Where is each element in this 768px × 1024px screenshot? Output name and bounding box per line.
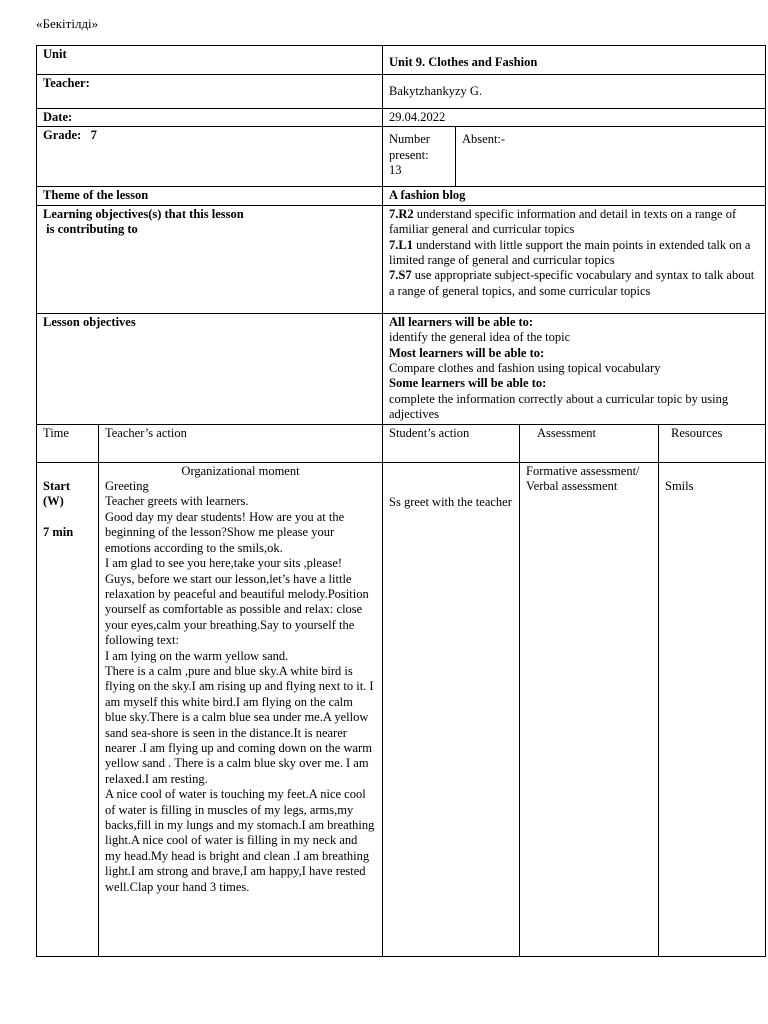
- learning-objectives-label: Learning objectives(s) that this lesson is contributing to: [37, 205, 383, 313]
- lesson-objectives-label: Lesson objectives: [37, 313, 383, 424]
- unit-value: Unit 9. Clothes and Fashion: [383, 46, 766, 75]
- moment-title: Organizational moment: [181, 463, 300, 478]
- col-resources: Resources: [659, 424, 766, 462]
- col-assessment: Assessment: [520, 424, 659, 462]
- stage-mode: (W): [43, 494, 64, 509]
- all-learners-text: identify the general idea of the topic: [389, 330, 571, 345]
- grade-label: Grade:: [43, 128, 82, 143]
- lesson-objectives-content: [383, 313, 766, 424]
- learning-objectives-list: [383, 205, 766, 313]
- resources-text: Smils: [659, 462, 766, 956]
- teacher-value: Bakytzhankyzy G.: [383, 75, 766, 109]
- number-present-label: Number present:: [389, 132, 430, 162]
- teacher-label: Teacher:: [37, 75, 383, 109]
- stage-time-cell: [37, 462, 99, 956]
- teacher-action-cell: [99, 462, 383, 956]
- number-present: [383, 127, 456, 186]
- objective-item: 7.R2 understand specific information and detail in texts on a range of familiar general and curricular topics: [389, 206, 737, 237]
- stage-duration: 7 min: [43, 525, 74, 540]
- attendance-cell: [383, 127, 766, 187]
- date-value: 29.04.2022: [383, 109, 766, 127]
- teacher-action-text: Greeting Teacher greets with learners. Good day my dear students! How are you at the beginning of the lesson?Show me please your emotions according to the smils,ok. I am glad to see you here,take your sits ,please! Guys, before we start our lesson,let’s have a little relaxation by peaceful and beautiful melody.Position yourself as comfortable as possible and relax: close your eyes,calm your breathing.Say to yourself the following text: I am lying on the warm yellow sand. There is a calm ,pure and blue sky.A white bird is flying on the sky.I am rising up and flying next to it. I am myself this white bird.I am flying on the calm blue sky.There is a calm blue sea under me.A yellow sand sea-shore is seen in the distance.It is nearer nearer .I am flying up and coming down on the warm yellow sand . There is a calm blue sky over me. I am relaxed.I am resting. A nice cool of water is touching my feet.A nice cool of water is filling in muscles of my legs, arms,my backs,fill in my lungs and my stomach.I am breathing light.A nice cool of water is filling in my neck and my head.My head is bright and clean .I am breathing light.I am strong and brave,I am happy,I have rested well.Clap your hand 3 times.: [105, 479, 375, 894]
- grade-value: 7: [90, 128, 97, 143]
- number-present-value: 13: [389, 163, 402, 178]
- lesson-plan-table: [36, 45, 766, 957]
- theme-value: A fashion blog: [383, 187, 766, 205]
- stage-name: Start: [43, 478, 71, 493]
- unit-label: Unit: [37, 46, 383, 75]
- objective-item: 7.S7 use appropriate subject-specific vocabulary and syntax to talk about a range of general topics, and some curricular topics: [389, 268, 755, 298]
- col-teacher-action: Teacher’s action: [99, 424, 383, 462]
- student-action-text: Ss greet with the teacher: [383, 462, 520, 956]
- most-learners-text: Compare clothes and fashion using topical vocabulary: [389, 361, 661, 376]
- col-time: Time: [37, 424, 99, 462]
- assessment-text: Formative assessment/ Verbal assessment: [520, 462, 659, 956]
- some-learners-heading: Some learners will be able to:: [389, 376, 547, 391]
- theme-label: Theme of the lesson: [37, 187, 383, 205]
- col-student-action: Student’s action: [383, 424, 520, 462]
- objective-item: 7.L1 understand with little support the main points in extended talk on a limited range of general and curricular topics: [389, 237, 751, 268]
- some-learners-text: complete the information correctly about a curricular topic by using adjectives: [389, 391, 729, 422]
- grade-cell: [37, 127, 383, 187]
- date-label: Date:: [37, 109, 383, 127]
- most-learners-heading: Most learners will be able to:: [389, 345, 545, 360]
- approval-stamp-text: «Бекітілді»: [36, 16, 99, 31]
- absent-label: Absent:-: [462, 132, 506, 147]
- all-learners-heading: All learners will be able to:: [389, 314, 534, 329]
